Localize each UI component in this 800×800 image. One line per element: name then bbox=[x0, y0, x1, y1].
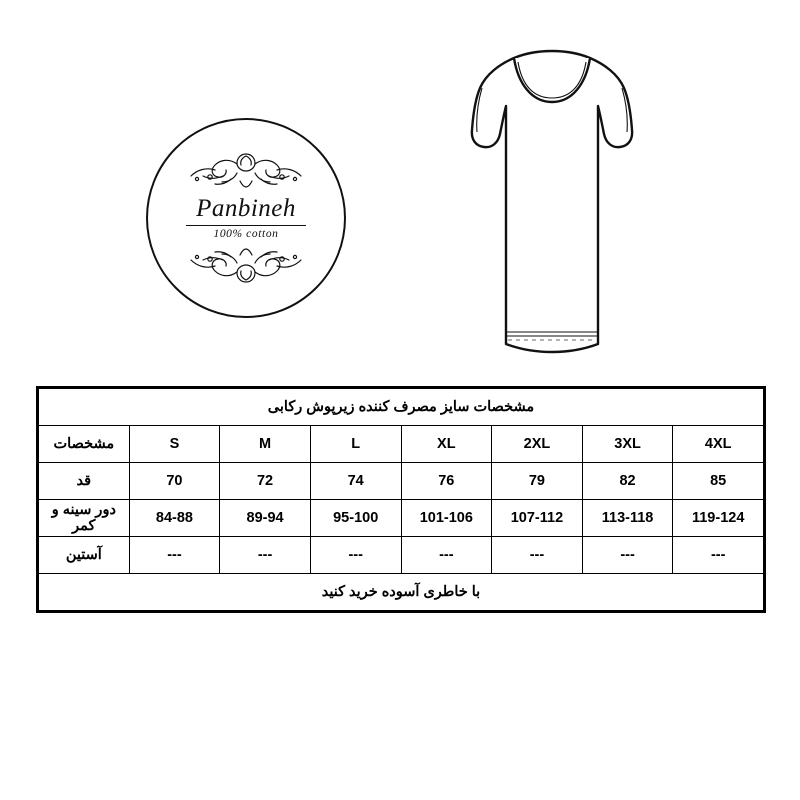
chest-xl: 101-106 bbox=[401, 500, 492, 537]
brand-tagline: 100% cotton bbox=[213, 228, 279, 240]
table-title-row bbox=[39, 389, 764, 426]
chest-m: 89-94 bbox=[220, 500, 311, 537]
length-l: 74 bbox=[310, 463, 401, 500]
floral-ornament-bottom-icon bbox=[171, 242, 321, 288]
header-size-l: L bbox=[310, 426, 401, 463]
length-2xl: 79 bbox=[492, 463, 583, 500]
length-xl: 76 bbox=[401, 463, 492, 500]
brand-badge bbox=[146, 118, 346, 318]
sleeve-xl: --- bbox=[401, 537, 492, 574]
brand-name: Panbineh bbox=[196, 195, 296, 222]
sleeve-s: --- bbox=[129, 537, 220, 574]
illustration-area bbox=[0, 0, 800, 380]
table-row bbox=[39, 500, 764, 537]
length-s: 70 bbox=[129, 463, 220, 500]
table-title: مشخصات سایز مصرف کننده زیرپوش رکابی bbox=[39, 389, 764, 426]
sleeve-m: --- bbox=[220, 537, 311, 574]
length-m: 72 bbox=[220, 463, 311, 500]
table-footer-row bbox=[39, 574, 764, 611]
table-header-row bbox=[39, 426, 764, 463]
header-size-xl: XL bbox=[401, 426, 492, 463]
row-label-length: قد bbox=[39, 463, 130, 500]
table-row bbox=[39, 537, 764, 574]
header-size-2xl: 2XL bbox=[492, 426, 583, 463]
header-row-label: مشخصات bbox=[39, 426, 130, 463]
table-footer-message: با خاطری آسوده خرید کنید bbox=[39, 574, 764, 611]
row-label-chest-waist: دور سینه و کمر bbox=[39, 500, 130, 537]
chest-3xl: 113-118 bbox=[582, 500, 673, 537]
header-size-4xl: 4XL bbox=[673, 426, 764, 463]
table-row bbox=[39, 463, 764, 500]
length-3xl: 82 bbox=[582, 463, 673, 500]
header-size-s: S bbox=[129, 426, 220, 463]
header-size-m: M bbox=[220, 426, 311, 463]
chest-l: 95-100 bbox=[310, 500, 401, 537]
sleeve-2xl: --- bbox=[492, 537, 583, 574]
size-table bbox=[38, 388, 764, 611]
brand-divider bbox=[186, 225, 306, 226]
chest-s: 84-88 bbox=[129, 500, 220, 537]
chest-4xl: 119-124 bbox=[673, 500, 764, 537]
sleeve-4xl: --- bbox=[673, 537, 764, 574]
size-table-container bbox=[36, 386, 766, 613]
header-size-3xl: 3XL bbox=[582, 426, 673, 463]
row-label-sleeve: آستین bbox=[39, 537, 130, 574]
chest-2xl: 107-112 bbox=[492, 500, 583, 537]
tank-top-illustration-icon bbox=[452, 44, 652, 364]
floral-ornament-icon bbox=[171, 148, 321, 194]
sleeve-l: --- bbox=[310, 537, 401, 574]
sleeve-3xl: --- bbox=[582, 537, 673, 574]
length-4xl: 85 bbox=[673, 463, 764, 500]
